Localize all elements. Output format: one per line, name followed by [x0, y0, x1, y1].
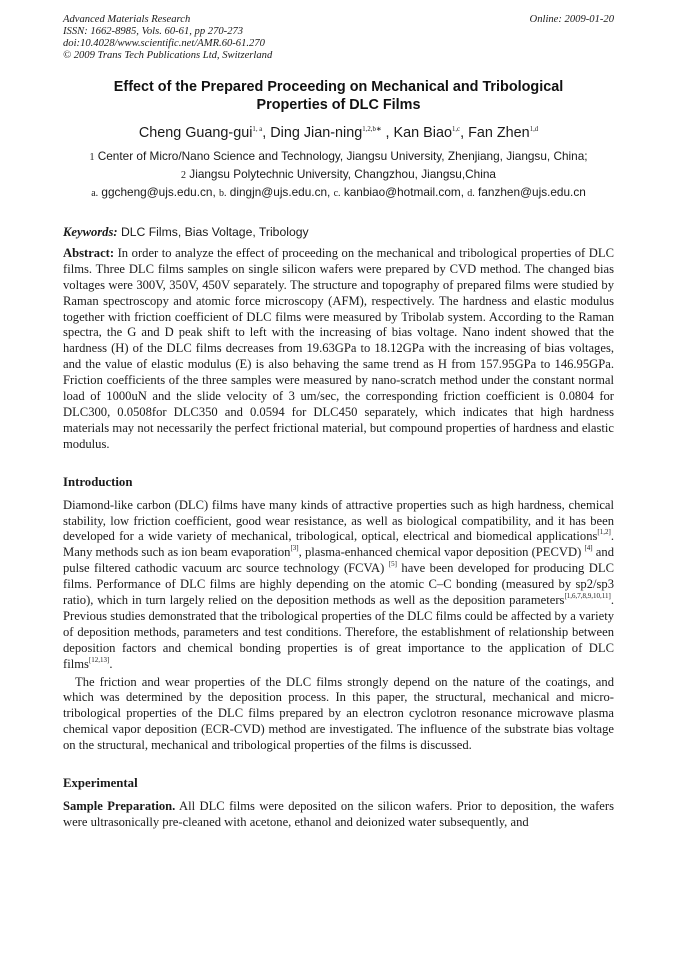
affiliation-2: 2 Jiangsu Polytechnic University, Changzhou, Jiangsu,China: [181, 167, 496, 181]
copyright-line: © 2009 Trans Tech Publications Ltd, Switzerland: [63, 50, 273, 61]
email-link[interactable]: dingjn@ujs.edu.cn,: [226, 185, 334, 199]
email-link[interactable]: ggcheng@ujs.edu.cn,: [98, 185, 220, 199]
citation-ref: [12,13]: [88, 655, 110, 664]
section-heading-introduction: Introduction: [63, 474, 133, 489]
citation-ref: [5]: [388, 560, 397, 569]
doi-line: doi:10.4028/www.scientific.net/AMR.60-61.270: [63, 38, 265, 49]
citation-ref: [4]: [584, 544, 593, 553]
keywords: [63, 225, 614, 241]
author: Cheng Guang-gui$^{1, a}$,: [138, 125, 271, 141]
journal-name: Advanced Materials Research: [63, 14, 191, 25]
section-heading-experimental: Experimental: [63, 776, 138, 791]
author: Fan Zhen$^{1,d}$: [468, 125, 539, 141]
experimental-paragraph: Sample Preparation. All DLC films were deposited on the silicon wafers. Prior to deposition, the wafers were ultrasonically pre-cleaned with acetone, ethanol and deionized water subsequently, and: [63, 799, 614, 829]
keywords-value: DLC Films, Bias Voltage, Tribology: [117, 225, 309, 239]
affiliation-1: 1 Center of Micro/Nano Science and Technology, Jiangsu University, Zhenjiang, Jiangsu, China;: [89, 149, 588, 163]
journal-header: [63, 0, 614, 62]
abstract-text: In order to analyze the effect of proceeding on the mechanical and tribological properties of DLC films. Three DLC films samples on single silicon wafers were prepared by CVD method. The changed bias voltages were 300V, 350V, 450V separately. The structure and topography of prepared films were studied by Raman spectroscopy and atomic force microscopy (AFM), respectively. The hardness and elastic modulus together with friction coefficient of DLC films were measured by Tribolab system. According to the Raman spectra, the G and D peak shift to left with the increasing of bias voltage. Nano indent showed that the hardness (H) of the DLC films decreases from 19.63GPa to 18.12GPa with the increasing of bias voltages, and the value of elastic modulus (E) is also behaving the same trend as H from 157.95GPa to 146.95GPa. Friction coefficients of the three samples were measured by nano-scratch method under the constant normal load of 1000uN and the slide velocity of 3 um/sec, the corresponding friction coefficient is 0.0804 for DLC300, 0.0508for DLC350 and 0.0594 for DLC450 separately, which indicates that high hardness materials may not necessarily the perfect frictional material, but compound properties of hardness and elastic modulus.: [63, 245, 614, 451]
subheading-sample-preparation: Sample Preparation.: [63, 799, 176, 813]
email-line: a. ggcheng@ujs.edu.cn, b. dingjn@ujs.edu.cn, c. kanbiao@hotmail.com, d. fanzhen@ujs.edu.cn: [91, 185, 586, 199]
keywords-label: Keywords:: [63, 225, 118, 239]
title-line-1: Effect of the Prepared Proceeding on Mechanical and Tribological: [113, 79, 564, 95]
citation-ref: [3]: [290, 544, 299, 553]
paper-title: [63, 78, 614, 114]
abstract: [63, 246, 614, 453]
author-list: [63, 121, 614, 142]
affiliations: [63, 148, 614, 202]
issn-line: ISSN: 1662-8985, Vols. 60-61, pp 270-273: [63, 26, 244, 37]
author: Kan Biao$^{1,c}$,: [393, 125, 469, 141]
introduction-paragraph-2: The friction and wear properties of the DLC films strongly depend on the nature of the coatings, and which was determined by the deposition process. In this paper, the structural, mechanical and micro-tribological properties of the DLC films prepared by an electron cyclotron resonance microwave plasma chemical vapor deposition (ECR-CVD) method are investigated. The influence of the substrate bias voltage on the structural, mechanical and tribological properties of the films is discussed.: [63, 674, 614, 753]
email-link[interactable]: fanzhen@ujs.edu.cn: [474, 185, 586, 199]
email-link[interactable]: kanbiao@hotmail.com,: [340, 185, 468, 199]
citation-ref: [1,2]: [597, 528, 611, 537]
title-line-2: Properties of DLC Films: [256, 97, 421, 113]
introduction-paragraph-1: Diamond-like carbon (DLC) films have many kinds of attractive properties such as high hardness, chemical stability, low friction coefficient, good wear resistance, as well as biological compatibility, and it has been developed for a wide variety of mechanical, tribological, optical, electrical and biomedical applications[1,2]. Many methods such as ion beam evaporation[3], plasma-enhanced chemical vapor deposition (PECVD) [4] and pulse filtered cathodic vacuum arc source technology (FCVA) [5] have been developed for producing DLC films. Performance of DLC films are highly depending on the atomic C–C bonding (measured by sp2/sp3 ratio), which in turn largely relied on the deposition methods as well as the deposition parameters[1,6,7,8,9,10,11]. Previous studies demonstrated that the tribological properties of the DLC films could be affected by a variety of deposition methods, parameters and test conditions. Therefore, the establishment of relationship between deposition factors and chemical bonding properties is of great importance to the application of DLC films[12,13].: [63, 497, 614, 671]
online-date: Online: 2009-01-20: [529, 14, 614, 25]
abstract-label: Abstract:: [63, 245, 115, 260]
author: Ding Jian-ning$^{1,2,b∗}$ ,: [270, 125, 394, 141]
citation-ref: [1,6,7,8,9,10,11]: [564, 592, 611, 601]
